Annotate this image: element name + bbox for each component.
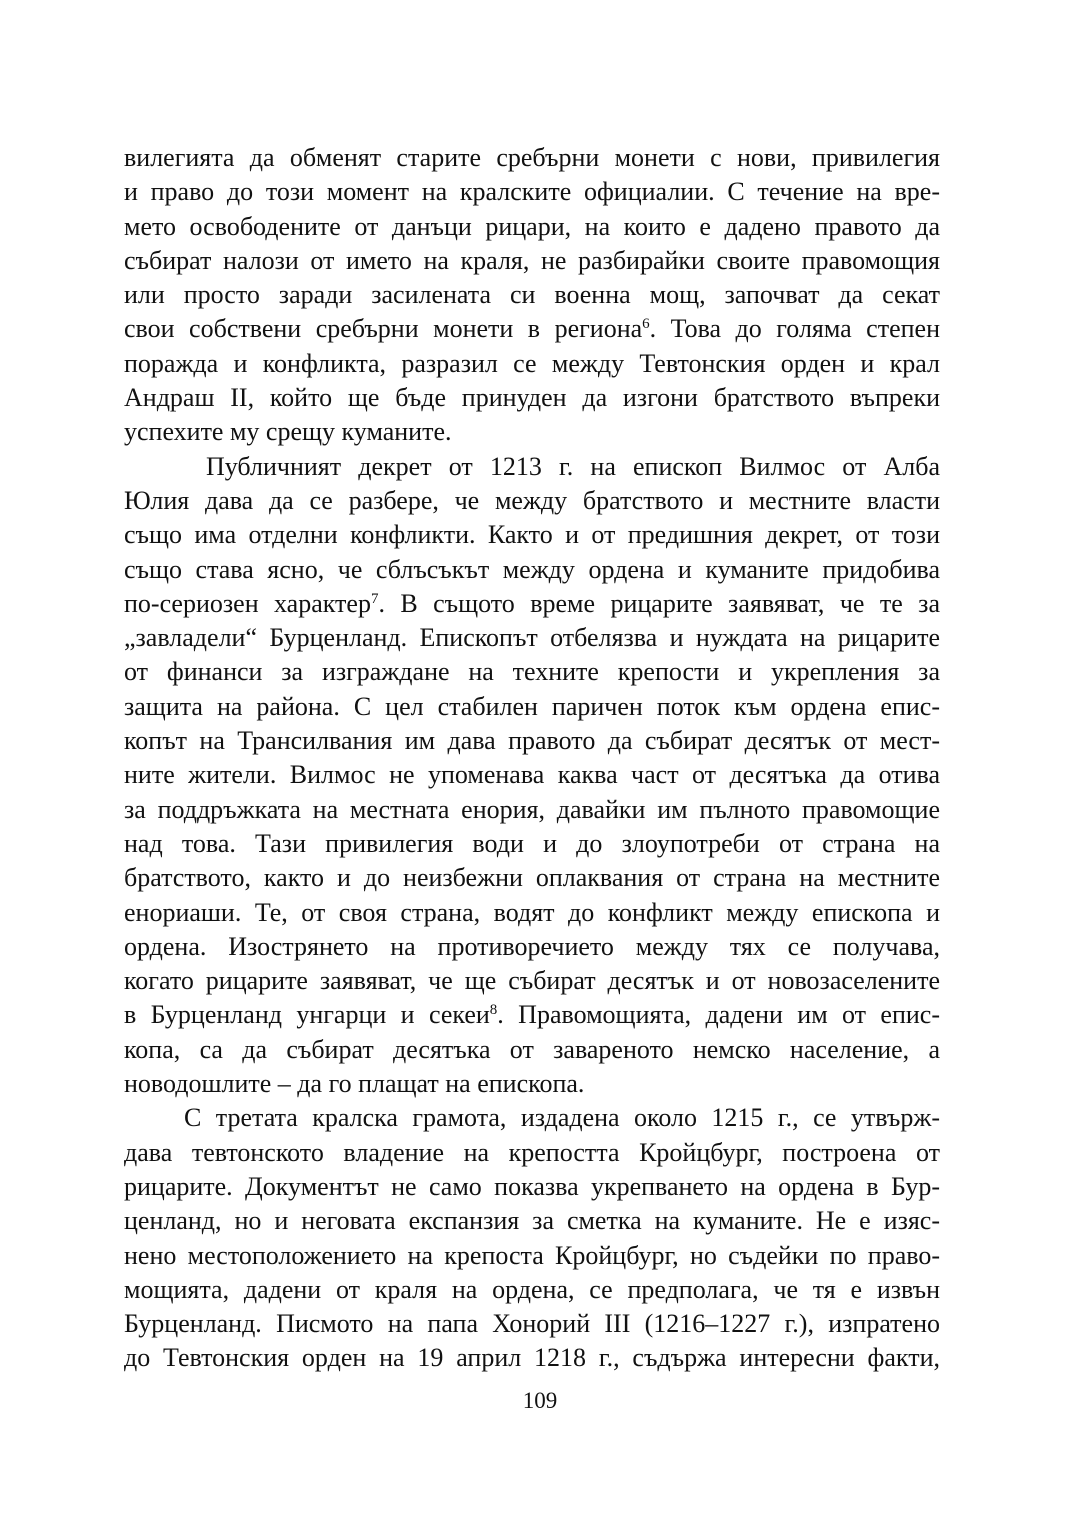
text-segment: по-сериозен характер xyxy=(124,588,371,618)
text-line: мощията, дадени от краля на ордена, се предполага, че тя е извън xyxy=(124,1274,940,1304)
text-line: рицарите. Документът не само показва укрепването на ордена в Бур- xyxy=(124,1171,940,1201)
page-number: 109 xyxy=(522,1388,558,1413)
text-line: вилегията да обменят старите сребърни монети с нови, привилегия xyxy=(124,143,940,172)
text-segment: в Бурценланд унгарци и секеи xyxy=(124,1000,490,1030)
text-line: копа, са да събират десятъка от завареното немско население, а xyxy=(124,1034,940,1064)
text-line: или просто заради засилената си военна мощ, започват да секат xyxy=(124,280,940,310)
text-line: мето освободените от данъци рицари, на които е дадено правото да xyxy=(124,211,940,241)
text-line: „завладели“ Бурценланд. Епископът отбелязва и нуждата на рицарите xyxy=(124,623,940,653)
text-line: Юлия дава да се разбере, че между братството и местните власти xyxy=(124,485,940,515)
text-line: за поддръжката на местната енория, давайки им пълното правомощие xyxy=(124,794,940,824)
text-line: над това. Тази привилегия води и до злоупотреби от страна на xyxy=(124,828,940,858)
text-line xyxy=(124,312,940,346)
text-line: когато рицарите заявяват, че ще събират десятък и от новозаселените xyxy=(124,966,940,996)
text-line: от финанси за изграждане на техните крепости и укрепления за xyxy=(124,657,940,687)
text-line: Бурценланд. Писмото на папа Хонорий III (1216–1227 г.), изпратено xyxy=(124,1309,940,1339)
text-line: поражда и конфликта, разразил се между Тевтонския орден и крал xyxy=(124,348,940,378)
text-line xyxy=(124,998,940,1032)
text-line: защита на района. С цел стабилен паричен поток към ордена епис- xyxy=(124,691,940,721)
text-line xyxy=(124,587,940,621)
text-line: новодошлите – да го плащат на епископа. xyxy=(124,1069,585,1099)
footnote-marker-8: 8 xyxy=(489,1002,498,1019)
paragraph-1 xyxy=(124,141,940,450)
text-line: ните жители. Вилмос не упоменава каква част от десятъка да отива xyxy=(124,760,940,790)
text-segment: . В същото време рицарите заявяват, че те за xyxy=(378,588,940,618)
text-line: успехите му срещу куманите. xyxy=(124,417,452,447)
text-line: също има отделни конфликти. Както и от предишния декрет, от този xyxy=(124,520,940,550)
text-line: ценланд, но и неговата експанзия за сметка на куманите. Не е изяс- xyxy=(124,1206,940,1236)
text-line: също става ясно, че сблъсъкът между ордена и куманите придобива xyxy=(124,554,940,584)
footnote-marker-7: 7 xyxy=(370,590,379,607)
text-line: ордена. Изострянето на противоречието между тях се получава, xyxy=(124,931,940,961)
text-line: братството, както и до неизбежни оплаквания от страна на местните xyxy=(124,863,940,893)
text-segment: свои собствени сребърни монети в региона xyxy=(124,314,643,344)
text-line: събират налози от името на краля, не разбирайки своите правомощия xyxy=(124,245,940,275)
text-segment: . Това до голяма степен xyxy=(649,314,940,344)
text-segment: . Правомощията, дадени им от епис- xyxy=(497,1000,940,1030)
text-line: С третата кралска грамота, издадена около 1215 г., се утвърж- xyxy=(184,1103,940,1133)
text-line: дава тевтонското владение на крепостта Кройцбург, построена от xyxy=(124,1137,940,1167)
paragraph-3 xyxy=(124,1101,940,1375)
footnote-marker-6: 6 xyxy=(642,316,650,333)
body-text xyxy=(124,141,940,1376)
text-line: Андраш II, който ще бъде принуден да изгони братството въпреки xyxy=(124,383,940,413)
text-line: Публичният декрет от 1213 г. на епископ Вилмос от Алба xyxy=(206,451,940,481)
text-line: и право до този момент на кралските официалии. С течение на вре- xyxy=(124,177,940,207)
paragraph-2 xyxy=(124,450,940,1102)
text-line: енориаши. Те, от своя страна, водят до конфликт между епископа и xyxy=(124,897,940,927)
text-line: нено местоположението на крепоста Кройцбург, но съдейки по право- xyxy=(124,1240,940,1270)
text-line: до Тевтонския орден на 19 април 1218 г., съдържа интересни факти, xyxy=(124,1343,940,1373)
text-line: копът на Трансилвания им дава правото да събират десятък от мест- xyxy=(124,726,940,756)
